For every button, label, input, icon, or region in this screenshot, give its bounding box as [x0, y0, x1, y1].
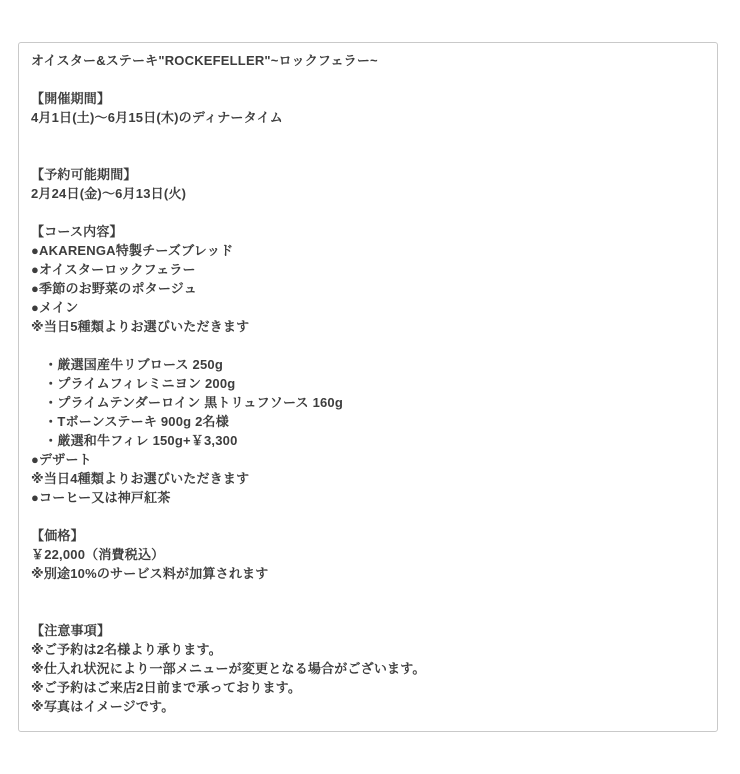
spacer-line [31, 146, 705, 165]
spacer-line [31, 70, 705, 89]
spacer-line [31, 203, 705, 222]
course-title: オイスター&ステーキ"ROCKEFELLER"~ロックフェラー~ [31, 53, 378, 68]
course-item: ●季節のお野菜のポタージュ [31, 281, 197, 296]
course-item: ●メイン [31, 300, 79, 315]
note-line: ※ご予約はご来店2日前まで承っております。 [31, 680, 302, 695]
spacer-line [31, 507, 705, 526]
menu-detail-card [18, 42, 718, 732]
spacer-line [31, 602, 705, 621]
section-heading-notes: 【注意事項】 [31, 623, 111, 638]
reservation-period-value: 2月24日(金)〜6月13日(火) [31, 186, 187, 201]
course-item: ●デザート [31, 452, 92, 467]
price-value: ￥22,000（消費税込） [31, 547, 165, 562]
note-line: ※当日5種類よりお選びいただきます [31, 319, 250, 334]
main-choice-item: ・プライムフィレミニヨン 200g [31, 376, 236, 391]
course-item: ●AKARENGA特製チーズブレッド [31, 243, 234, 258]
note-line: ※仕入れ状況により一部メニューが変更となる場合がございます。 [31, 661, 426, 676]
spacer-line [31, 336, 705, 355]
section-heading-course-contents: 【コース内容】 [31, 224, 123, 239]
main-choice-item: ・厳選国産牛リブロース 250g [31, 357, 223, 372]
spacer-line [31, 127, 705, 146]
main-choice-item: ・厳選和牛フィレ 150g+￥3,300 [31, 433, 238, 448]
section-heading-event-period: 【開催期間】 [31, 91, 111, 106]
main-choice-item: ・Tボーンステーキ 900g 2名様 [31, 414, 229, 429]
section-heading-price: 【価格】 [31, 528, 84, 543]
course-item: ●コーヒー又は神戸紅茶 [31, 490, 171, 505]
spacer-line [31, 583, 705, 602]
note-line: ※当日4種類よりお選びいただきます [31, 471, 250, 486]
event-period-value: 4月1日(土)〜6月15日(木)のディナータイム [31, 110, 283, 125]
note-line: ※ご予約は2名様より承ります。 [31, 642, 222, 657]
main-choice-item: ・プライムテンダーロイン 黒トリュフソース 160g [31, 395, 344, 410]
note-line: ※写真はイメージです。 [31, 699, 175, 714]
note-line: ※別途10%のサービス料が加算されます [31, 566, 269, 581]
section-heading-reservation-period: 【予約可能期間】 [31, 167, 137, 182]
course-item: ●オイスターロックフェラー [31, 262, 196, 277]
